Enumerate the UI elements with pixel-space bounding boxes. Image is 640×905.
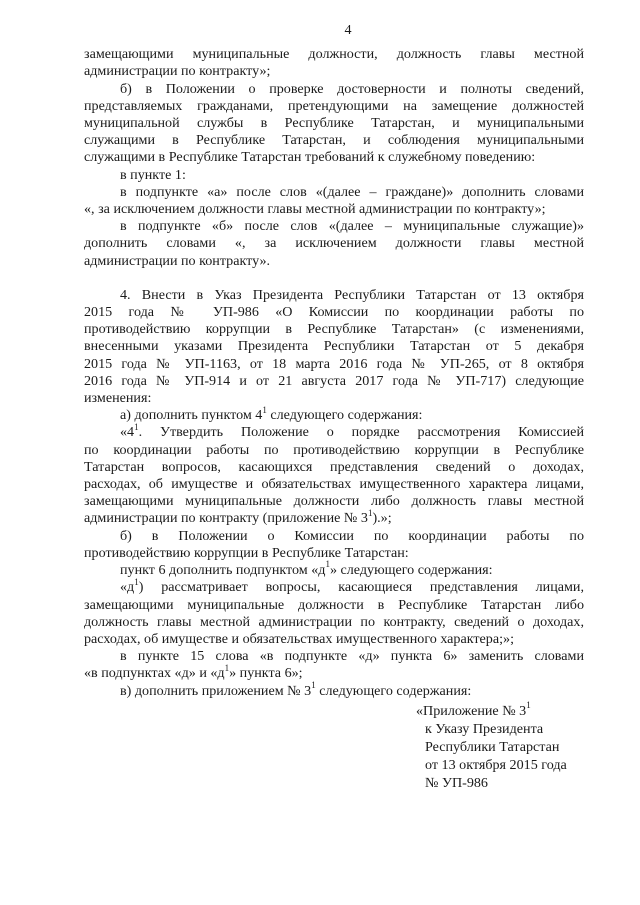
text-line: в подпункте «б» после слов «(далее – муниципальные служащие)» bbox=[120, 218, 584, 235]
text-line: «, за исключением должности главы местной администрации по контракту»; bbox=[84, 201, 546, 218]
text-line: 2015 года № УП-986 «О Комиссии по координации работы по bbox=[84, 304, 584, 321]
text-line: администрации по контракту»; bbox=[84, 63, 271, 80]
text-line: замещающими муниципальные должности, должность главы местной bbox=[84, 46, 584, 63]
text-line: а) дополнить пунктом $4^1$ следующего содержания: bbox=[120, 404, 423, 424]
text-line: замещающими муниципальные должности либо должность главы местной bbox=[84, 493, 584, 510]
appendix-line: от 13 октября 2015 года bbox=[425, 756, 567, 773]
text-line: 4. Внести в Указ Президента Республики Татарстан от 13 октября bbox=[120, 286, 584, 303]
appendix-header bbox=[416, 702, 584, 792]
text-line: расходах, об имуществе и обязательствах имущественного характера лицами, bbox=[84, 476, 584, 493]
text-line: служащими в Республике Татарстан требований к служебному поведению: bbox=[84, 149, 536, 166]
text-line: «$4^1$. Утвердить Положение о порядке рассмотрения Комиссией bbox=[120, 421, 584, 441]
appendix-line: к Указу Президента bbox=[425, 720, 544, 737]
text-line: администрации по контракту (приложение № $3^1$).»; bbox=[84, 507, 392, 527]
text-line: Татарстан вопросов, касающихся представления сведений о доходах, bbox=[84, 458, 584, 475]
text-line: изменения: bbox=[84, 390, 152, 407]
text-line: «в подпунктах «д» и «$д^1$» пункта 6»; bbox=[84, 662, 303, 682]
appendix-line: № УП-986 bbox=[425, 774, 488, 791]
text-line: б) в Положении о проверке достоверности и полноты сведений, bbox=[120, 80, 584, 97]
text-line: противодействию коррупции в Республике Татарстан: bbox=[84, 544, 409, 561]
appendix-line: Республики Татарстан bbox=[425, 738, 560, 755]
text-line: б) в Положении о Комиссии по координации работы по bbox=[120, 527, 584, 544]
text-line: в пункте 1: bbox=[120, 166, 186, 183]
text-line: муниципальной службы в Республике Татарстан, и муниципальными bbox=[84, 115, 584, 132]
page-number: 4 bbox=[344, 22, 352, 38]
text-line: расходах, об имуществе и обязательствах имущественного характера;»; bbox=[84, 630, 514, 647]
text-line: должность главы местной администрации по контракту, сведений о доходах, bbox=[84, 613, 584, 630]
text-line: «$д^1$) рассматривает вопросы, касающиеся представления лицами, bbox=[120, 576, 584, 596]
text-line: дополнить словами «, за исключением должности главы местной bbox=[84, 235, 584, 252]
text-line: служащими в Республике Татарстан, и соблюдения муниципальными bbox=[84, 132, 584, 149]
text-line: противодействию коррупции в Республике Татарстан» (с изменениями, bbox=[84, 321, 584, 338]
text-line: замещающими муниципальные должности в Республике Татарстан либо bbox=[84, 596, 584, 613]
text-line: 2016 года № УП-914 и от 21 августа 2017 года № УП-717) следующие bbox=[84, 372, 584, 389]
appendix-title: «Приложение № $3^1$ bbox=[416, 700, 531, 719]
text-line: в) дополнить приложением № $3^1$ следующего содержания: bbox=[120, 679, 472, 699]
text-line: в пункте 15 слова «в подпункте «д» пункта 6» заменить словами bbox=[120, 648, 584, 665]
text-line: по координации работы по противодействию коррупции в Республике bbox=[84, 441, 584, 458]
text-line: пункт 6 дополнить подпунктом «$д^1$» следующего содержания: bbox=[120, 559, 493, 579]
text-line: внесенными указами Президента Республики Татарстан от 5 декабря bbox=[84, 338, 584, 355]
text-line: администрации по контракту». bbox=[84, 252, 271, 269]
text-line: в подпункте «а» после слов «(далее – граждане)» дополнить словами bbox=[120, 183, 584, 200]
text-line: 2015 года № УП-1163, от 18 марта 2016 года № УП-265, от 8 октября bbox=[84, 355, 584, 372]
text-line: представляемых гражданами, претендующими на замещение должностей bbox=[84, 97, 584, 114]
